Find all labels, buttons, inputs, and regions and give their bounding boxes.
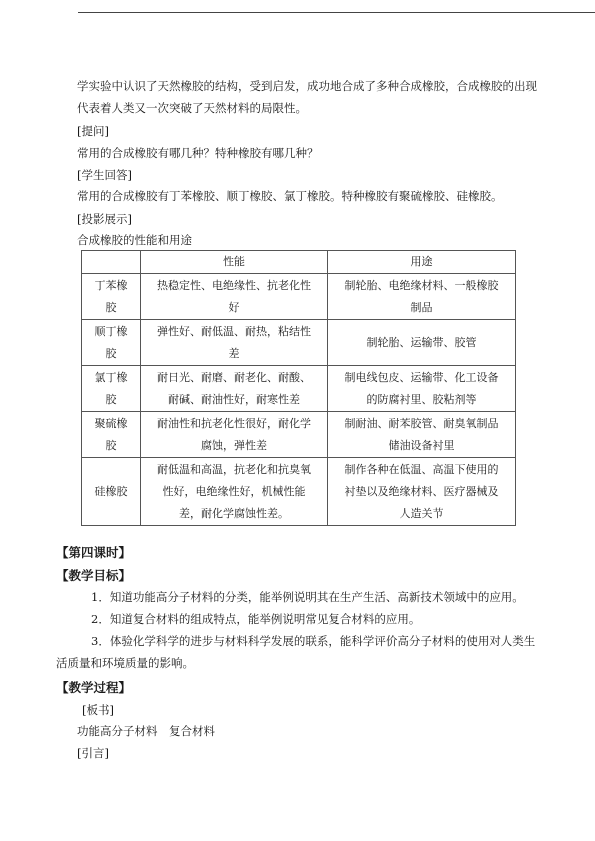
tag-board: [板书] <box>82 703 114 717</box>
rubber-performance: 耐日光、耐磨、耐老化、耐酸、 耐碱、耐油性好，耐寒性差 <box>141 366 328 412</box>
goal-item: 活质量和环境质量的影响。 <box>56 656 194 670</box>
rubber-performance: 耐油性和抗老化性很好，耐化学 腐蚀，弹性差 <box>141 412 328 458</box>
table-header-cell: 用途 <box>328 251 516 274</box>
header-rule <box>78 12 595 13</box>
table-row <box>82 366 516 412</box>
rubber-name: 氯丁橡胶 <box>82 366 141 412</box>
question-text: 常用的合成橡胶有哪几种？特种橡胶有哪几种？ <box>77 146 319 160</box>
tag-projection: [投影展示] <box>77 212 132 226</box>
rubber-name: 丁苯橡胶 <box>82 274 141 320</box>
goal-item: 2．知道复合材料的组成特点，能举例说明常见复合材料的应用。 <box>91 612 421 626</box>
rubber-use: 制作各种在低温、高温下使用的 衬垫以及绝缘材料、医疗器械及 人造关节 <box>328 458 516 526</box>
rubber-use: 制耐油、耐苯胶管、耐臭氧制品 储油设备衬里 <box>328 412 516 458</box>
goal-item: 1．知道功能高分子材料的分类，能举例说明其在生产生活、高新技术领域中的应用。 <box>91 590 524 604</box>
table-row <box>82 412 516 458</box>
rubber-performance: 热稳定性、电绝缘性、抗老化性 好 <box>141 274 328 320</box>
heading-lesson4: 【第四课时】 <box>56 545 132 560</box>
table-header-cell <box>82 251 141 274</box>
rubber-name: 聚硫橡胶 <box>82 412 141 458</box>
table-row <box>82 458 516 526</box>
paragraph-line: 学实验中认识了天然橡胶的结构，受到启发，成功地合成了多种合成橡胶，合成橡胶的出现 <box>77 79 537 93</box>
rubber-use: 制轮胎、运输带、胶管 <box>328 320 516 366</box>
heading-goals: 【教学目标】 <box>56 568 132 583</box>
board-text: 功能高分子材料 复合材料 <box>77 724 215 738</box>
paragraph-line: 代表着人类又一次突破了天然材料的局限性。 <box>77 101 307 115</box>
heading-process: 【教学过程】 <box>56 680 132 695</box>
rubber-use: 制电线包皮、运输带、化工设备 的防腐衬里、胶粘剂等 <box>328 366 516 412</box>
table-row <box>82 320 516 366</box>
tag-answer: [学生回答] <box>77 168 132 182</box>
rubber-table <box>81 250 516 526</box>
goal-item: 3．体验化学科学的进步与材料科学发展的联系，能科学评价高分子材料的使用对人类生 <box>91 634 536 648</box>
table-row <box>82 274 516 320</box>
rubber-name: 顺丁橡胶 <box>82 320 141 366</box>
table-header-cell: 性能 <box>141 251 328 274</box>
rubber-performance: 弹性好、耐低温、耐热，粘结性 差 <box>141 320 328 366</box>
tag-question: [提问] <box>77 124 109 138</box>
tag-intro: [引言] <box>77 746 109 760</box>
rubber-name: 硅橡胶 <box>82 458 141 526</box>
rubber-performance: 耐低温和高温，抗老化和抗臭氧 性好，电绝缘性好，机械性能 差，耐化学腐蚀性差。 <box>141 458 328 526</box>
table-title: 合成橡胶的性能和用途 <box>77 233 192 247</box>
rubber-use: 制轮胎、电绝缘材料、一般橡胶 制品 <box>328 274 516 320</box>
answer-text: 常用的合成橡胶有丁苯橡胶、顺丁橡胶、氯丁橡胶。特种橡胶有聚硫橡胶、硅橡胶。 <box>77 189 503 203</box>
table-header-row <box>82 251 516 274</box>
